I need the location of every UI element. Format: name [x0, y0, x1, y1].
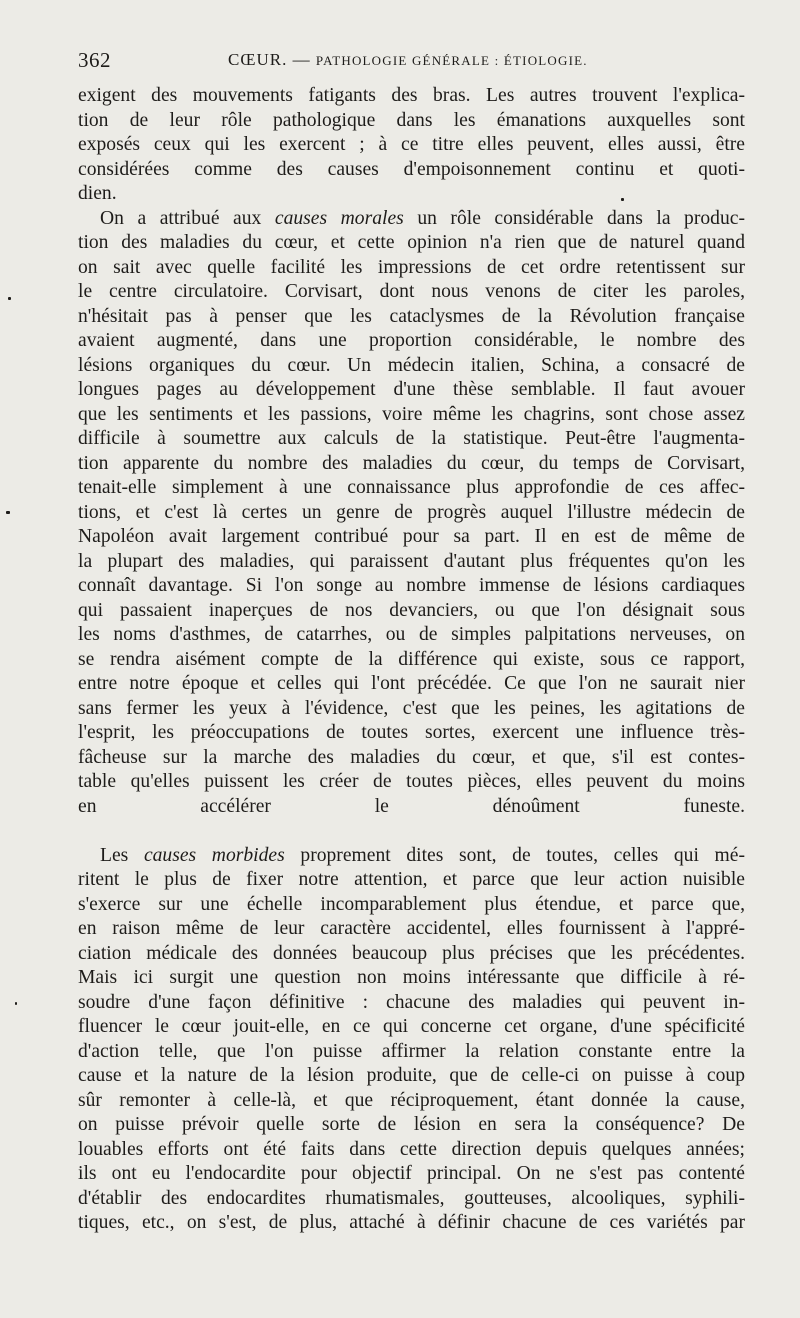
text-line: d'établir des endocardites rhumatismales, goutteuses, alcooliques, syphili-: [78, 1187, 745, 1209]
text-line: fâcheuse sur la marche des maladies du cœur, et que, s'il est contes-: [78, 746, 745, 768]
text-line: tion apparente du nombre des maladies du cœur, du temps de Corvisart,: [78, 452, 745, 474]
text-line: tiques, etc., on s'est, de plus, attaché à définir chacune de ces variétés par: [78, 1212, 745, 1233]
text-line: exigent des mouvements fatigants des bras. Les autres trouvent l'explica-: [78, 85, 745, 106]
page-number: 362: [78, 48, 111, 72]
text-line: se rendra aisément compte de la différence qui existe, sous ce rapport,: [78, 648, 745, 670]
text-line: difficile à soumettre aux calculs de la statistique. Peut-être l'augmenta-: [78, 428, 745, 449]
text-line: louables efforts ont été faits dans cette direction depuis quelques années;: [78, 1138, 745, 1160]
text-line: tion des maladies du cœur, et cette opinion n'a rien que de naturel quand: [78, 232, 745, 253]
text-line: Mais ici surgit une question non moins intéressante que difficile à ré-: [78, 967, 745, 988]
text-line: connaît davantage. Si l'on songe au nombre immense de lésions cardiaques: [78, 575, 745, 596]
italic-term: causes morales: [274, 207, 404, 229]
text-line: tion de leur rôle pathologique dans les émanations auxquelles sont: [78, 109, 745, 131]
running-head-subtitle: PATHOLOGIE GÉNÉRALE : ÉTIOLOGIE.: [315, 53, 588, 68]
page-header: [78, 48, 745, 78]
text-line: [78, 1260, 745, 1285]
text-line: ciation médicale des données beaucoup plus précises que les précédentes.: [78, 942, 745, 964]
text-line: avaient augmenté, dans une proportion considérable, le nombre des: [78, 330, 745, 351]
body-text: [78, 84, 745, 1285]
text-line: soudre d'une façon définitive : chacune des maladies qui peuvent in-: [78, 991, 745, 1013]
text-line: [78, 207, 745, 232]
text-span: Les: [100, 844, 129, 866]
text-line: cause et la nature de la lésion produite, que de celle-ci on puisse à coup: [78, 1065, 745, 1086]
text-line: sûr remonter à celle-là, et que réciproquement, étant donnée la cause,: [78, 1089, 745, 1111]
margin-speck: [15, 1002, 17, 1005]
text-line: tenait-elle simplement à une connaissance plus approfondie de ces affec-: [78, 477, 745, 498]
text-line: s'exerce sur une échelle incomparablement plus étendue, et parce que,: [78, 893, 745, 915]
text-line: que les sentiments et les passions, voire même les chagrins, sont chose assez: [78, 403, 745, 425]
text-line: longues pages au développement d'une thèse semblable. Il faut avouer: [78, 379, 745, 400]
running-head-dash: —: [292, 50, 311, 69]
text-line: ils ont eu l'endocardite pour objectif principal. On ne s'est pas contenté: [78, 1163, 745, 1184]
text-span: un rôle considérable dans la produc-: [417, 207, 745, 229]
text-line: [78, 844, 745, 869]
text-line: tions, et c'est là certes un genre de progrès auquel l'illustre médecin de: [78, 501, 745, 523]
italic-term: causes morbides: [143, 844, 285, 866]
text-line: l'esprit, les préoccupations de toutes sortes, exercent une influence très-: [78, 722, 745, 743]
text-line: lésions organiques du cœur. Un médecin italien, Schina, a consacré de: [78, 354, 745, 376]
text-line: le centre circulatoire. Corvisart, dont nous venons de citer les paroles,: [78, 281, 745, 302]
text-line: d'action telle, que l'on puisse affirmer la relation constante entre la: [78, 1040, 745, 1062]
text-line: exposés ceux qui les exercent ; à ce titre elles peuvent, elles aussi, être: [78, 134, 745, 155]
text-line: sans fermer les yeux à l'évidence, c'est que les peines, les agitations de: [78, 697, 745, 719]
margin-speck: [6, 511, 10, 514]
text-line: en raison même de leur caractère accidentel, elles fournissent à l'appré-: [78, 918, 745, 939]
text-span: On a attribué aux: [100, 207, 262, 229]
text-line: qui passaient inaperçues de nos devanciers, ou que l'on désignait sous: [78, 599, 745, 621]
text-span: proprement dites sont, de toutes, celles qui mé-: [300, 844, 745, 866]
text-line: [78, 819, 745, 844]
text-line: on puisse prévoir quelle sorte de lésion en sera la conséquence? De: [78, 1114, 745, 1135]
text-line: fluencer le cœur jouit-elle, en ce qui concerne cet organe, d'une spécificité: [78, 1016, 745, 1037]
text-line: la plupart des maladies, qui paraissent d'autant plus fréquentes qu'on les: [78, 550, 745, 572]
running-head: [228, 50, 588, 70]
text-line: Napoléon avait largement contribué pour sa part. Il en est de même de: [78, 526, 745, 547]
margin-speck: [8, 297, 11, 300]
running-head-title: CŒUR.: [228, 50, 288, 69]
margin-speck: [621, 198, 624, 201]
text-line: n'hésitait pas à penser que les cataclysmes de la Révolution française: [78, 305, 745, 327]
text-line: ritent le plus de fixer notre attention, et parce que leur action nuisible: [78, 869, 745, 890]
text-line: entre notre époque et celles qui l'ont précédée. Ce que l'on ne saurait nier: [78, 673, 745, 694]
text-line: on sait avec quelle facilité les impressions de cet ordre retentissent sur: [78, 256, 745, 278]
text-line: considérées comme des causes d'empoisonnement continu et quoti-: [78, 158, 745, 180]
text-line: dien.: [78, 183, 117, 204]
text-line: table qu'elles puissent les créer de toutes pièces, elles peuvent du moins: [78, 771, 745, 792]
text-line: les noms d'asthmes, de catarrhes, ou de simples palpitations nerveuses, on: [78, 624, 745, 645]
text-line: [78, 1236, 745, 1261]
text-line: en accélérer le dénoûment funeste.: [78, 795, 745, 817]
